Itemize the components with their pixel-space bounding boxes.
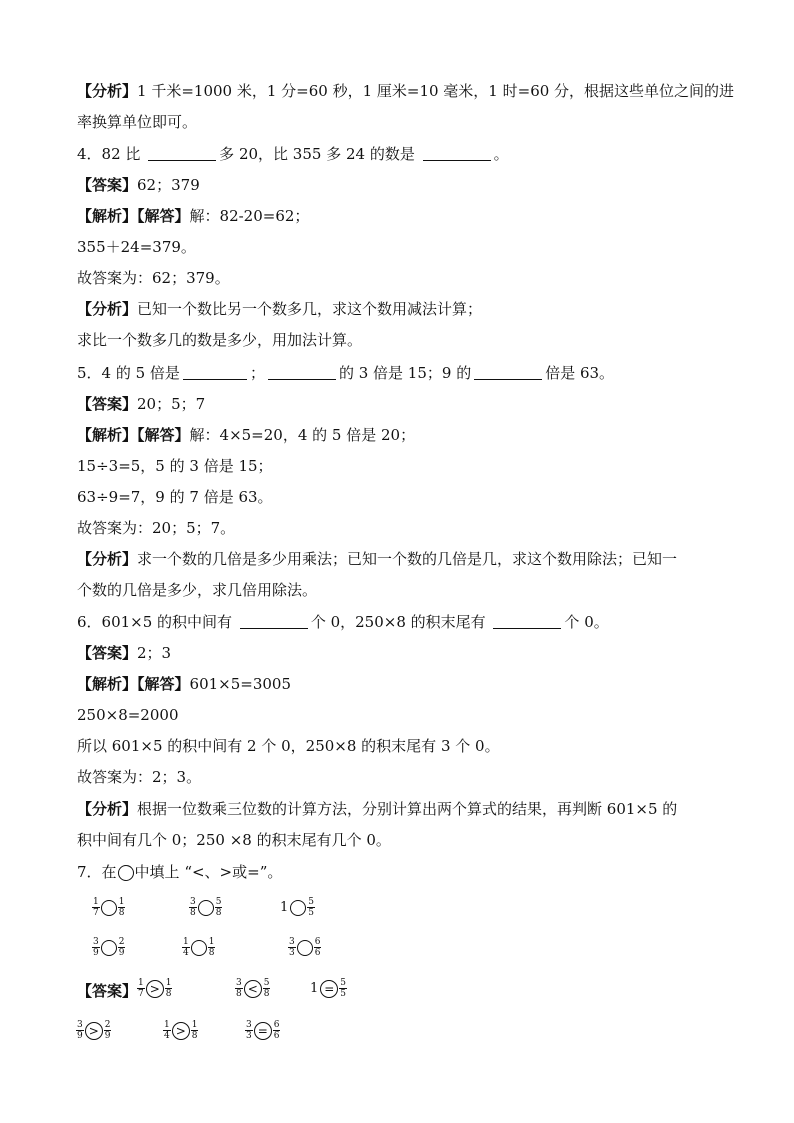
blank-circle-icon[interactable] bbox=[297, 940, 313, 956]
answer-blank[interactable] bbox=[240, 614, 308, 629]
comparison-symbol: > bbox=[85, 1022, 103, 1040]
solution-line: 355＋24=379。 bbox=[77, 238, 196, 256]
comparison-answer bbox=[235, 978, 270, 999]
fraction: $\frac{2}{9}$ bbox=[104, 1020, 111, 1041]
blank-circle-icon[interactable] bbox=[198, 900, 214, 916]
comparison-problem bbox=[189, 897, 222, 918]
solution-line: 63÷9=7，9 的 7 倍是 63。 bbox=[77, 488, 273, 506]
blank-circle-icon[interactable] bbox=[290, 900, 306, 916]
analysis-line bbox=[77, 81, 734, 101]
fraction: $\frac{1}{4}$ bbox=[183, 937, 189, 958]
fraction: $\frac{5}{8}$ bbox=[263, 978, 270, 999]
blank-circle-icon bbox=[118, 865, 134, 881]
fraction: $\frac{5}{5}$ bbox=[308, 897, 315, 918]
analysis-4: 【分析】已知一个数比另一个数多几，求这个数用减法计算； bbox=[77, 300, 483, 318]
fraction: $\frac{3}{8}$ bbox=[190, 897, 196, 918]
comparison-answer bbox=[137, 978, 172, 999]
fraction: $\frac{1}{4}$ bbox=[164, 1020, 170, 1041]
comparison-problem bbox=[288, 937, 321, 958]
analysis-line: 求比一个数多几的数是多少，用加法计算。 bbox=[77, 331, 363, 349]
solution-line: 故答案为：62；379。 bbox=[77, 269, 230, 287]
analysis-line: 个数的几倍是多少，求几倍用除法。 bbox=[77, 581, 318, 599]
analysis-6: 【分析】根据一位数乘三位数的计算方法，分别计算出两个算式的结果，再判断 601×5 的 bbox=[77, 800, 678, 818]
analysis-line: 积中间有几个 0；250 ×8 的积末尾有几个 0。 bbox=[77, 831, 391, 849]
solution-5: 【解析】【解答】解：4×5=20，4 的 5 倍是 20； bbox=[77, 426, 416, 444]
question-6: 6．601×5 的积中间有 个 0，250×8 的积末尾有 个 0。 bbox=[77, 613, 609, 631]
comparison-problem bbox=[92, 897, 125, 918]
fraction: $\frac{1}{8}$ bbox=[118, 897, 125, 918]
solution-4: 【解析】【解答】解：82-20=62； bbox=[77, 207, 310, 225]
solution-line: 250×8=2000 bbox=[77, 706, 179, 724]
answer-blank[interactable] bbox=[474, 365, 542, 380]
question-4: 4．82 比 多 20，比 355 多 24 的数是 。 bbox=[77, 145, 509, 163]
answer-blank[interactable] bbox=[493, 614, 561, 629]
fraction: $\frac{6}{6}$ bbox=[314, 937, 321, 958]
fraction: $\frac{3}{8}$ bbox=[236, 978, 242, 999]
blank-circle-icon[interactable] bbox=[101, 940, 117, 956]
fraction: $\frac{1}{8}$ bbox=[208, 937, 215, 958]
blank-circle-icon[interactable] bbox=[191, 940, 207, 956]
analysis-5: 【分析】求一个数的几倍是多少用乘法；已知一个数的几倍是几，求这个数用除法；已知一 bbox=[77, 550, 678, 568]
answer-4: 【答案】62；379 bbox=[77, 176, 200, 194]
comparison-answer bbox=[76, 1020, 111, 1041]
fraction: $\frac{1}{8}$ bbox=[191, 1020, 198, 1041]
question-7: 7．在 中填上 “<、>或=”。 bbox=[77, 863, 283, 881]
analysis-line-2: 率换算单位即可。 bbox=[77, 113, 198, 131]
fraction: $\frac{3}{9}$ bbox=[93, 937, 99, 958]
answer-blank[interactable] bbox=[268, 365, 336, 380]
comparison-symbol: = bbox=[320, 980, 338, 998]
fraction: $\frac{1}{8}$ bbox=[165, 978, 172, 999]
comparison-answer bbox=[245, 1020, 280, 1041]
comparison-symbol: = bbox=[254, 1022, 272, 1040]
solution-line: 所以 601×5 的积中间有 2 个 0，250×8 的积末尾有 3 个 0。 bbox=[77, 737, 500, 755]
analysis-text: 1 千米=1000 米，1 分=60 秒，1 厘米=10 毫米，1 时=60 分，根据这些单位之间的进 bbox=[137, 82, 735, 100]
fraction: $\frac{5}{8}$ bbox=[215, 897, 222, 918]
fraction: $\frac{5}{5}$ bbox=[340, 978, 347, 999]
answer-blank[interactable] bbox=[423, 146, 491, 161]
fraction: $\frac{3}{9}$ bbox=[77, 1020, 83, 1041]
comparison-symbol: < bbox=[244, 980, 262, 998]
comparison-problem: 1 $\frac{5}{5}$ bbox=[280, 897, 315, 918]
answer-blank[interactable] bbox=[148, 146, 216, 161]
answer-blank[interactable] bbox=[183, 365, 247, 380]
fraction: $\frac{3}{3}$ bbox=[289, 937, 295, 958]
blank-circle-icon[interactable] bbox=[101, 900, 117, 916]
question-5: 5．4 的 5 倍是 ； 的 3 倍是 15；9 的 倍是 63。 bbox=[77, 364, 615, 382]
comparison-answer: 1 = $\frac{5}{5}$ bbox=[310, 978, 347, 999]
comparison-answer bbox=[163, 1020, 198, 1041]
fraction: $\frac{1}{7}$ bbox=[93, 897, 99, 918]
solution-6: 【解析】【解答】601×5=3005 bbox=[77, 675, 292, 693]
answer-5: 【答案】20；5；7 bbox=[77, 395, 206, 413]
analysis-tag: 【分析】 bbox=[77, 82, 138, 100]
fraction: $\frac{1}{7}$ bbox=[138, 978, 144, 999]
solution-line: 15÷3=5，5 的 3 倍是 15； bbox=[77, 457, 273, 475]
solution-line: 故答案为：2；3。 bbox=[77, 768, 202, 786]
comparison-symbol: > bbox=[172, 1022, 190, 1040]
answer-7: 【答案】 bbox=[77, 982, 138, 1000]
comparison-problem bbox=[182, 937, 215, 958]
answer-6: 【答案】2；3 bbox=[77, 644, 172, 662]
comparison-symbol: > bbox=[146, 980, 164, 998]
fraction: $\frac{6}{6}$ bbox=[273, 1020, 280, 1041]
comparison-problem bbox=[92, 937, 125, 958]
fraction: $\frac{2}{9}$ bbox=[118, 937, 125, 958]
fraction: $\frac{3}{3}$ bbox=[246, 1020, 252, 1041]
solution-line: 故答案为：20；5；7。 bbox=[77, 519, 236, 537]
